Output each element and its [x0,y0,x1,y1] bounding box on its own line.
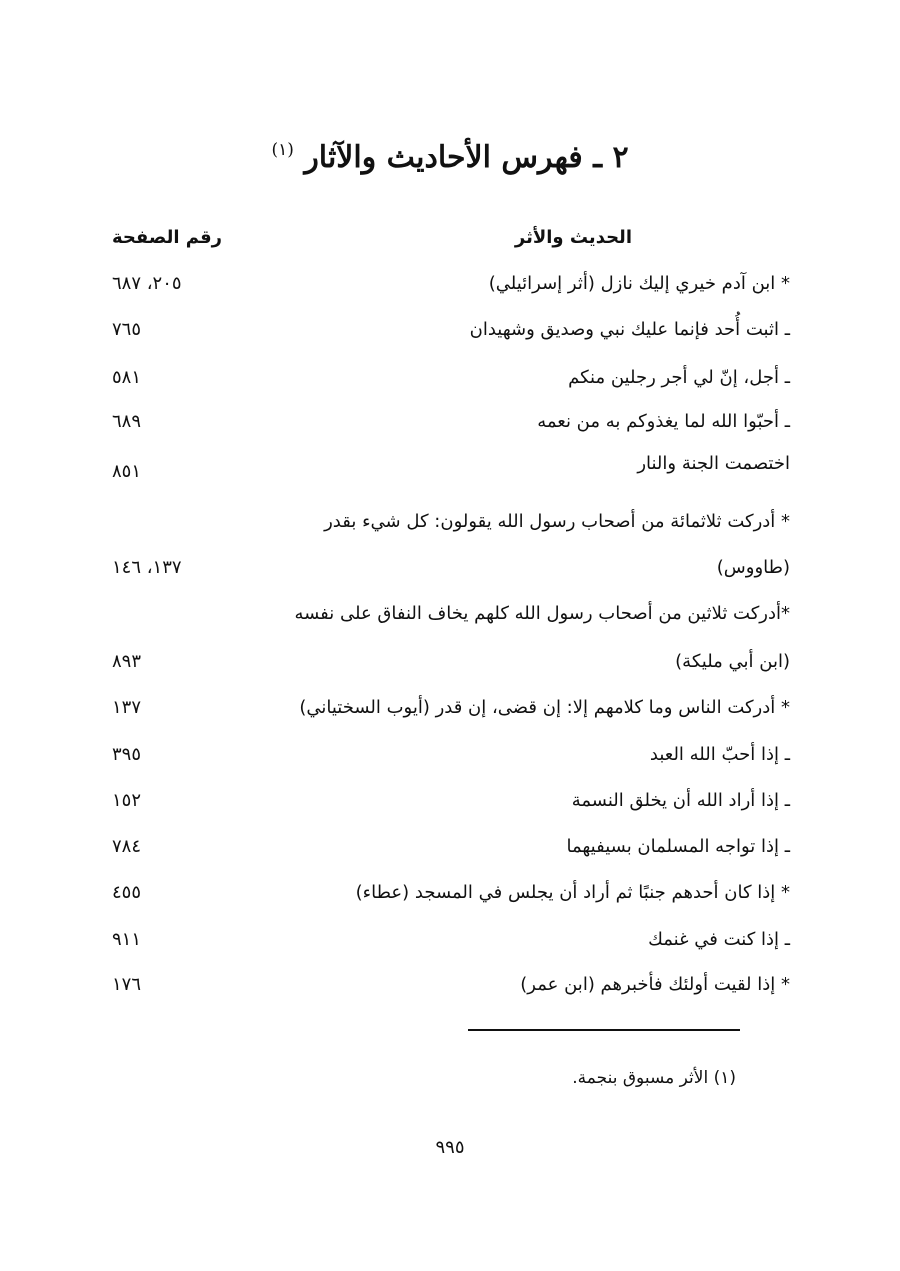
hadith-text: ـ إذا أراد الله أن يخلق النسمة [571,790,790,811]
page-ref: ٥٨١ [112,367,142,388]
title-text: ٢ ـ فهرس الأحاديث والآثار [304,140,629,175]
hadith-text: * ابن آدم خيري إليك نازل (أثر إسرائيلي) [488,273,790,294]
page-ref: ١٧٦ [112,974,142,995]
hadith-text: ـ أحبّوا الله لما يغذوكم به من نعمه [537,411,790,432]
page-ref: ٢٠٥، ٦٨٧ [112,273,182,294]
hadith-text: * إذا لقيت أولئك فأخبرهم (ابن عمر) [520,974,790,995]
hadith-text: ـ إذا تواجه المسلمان بسيفيهما [566,836,790,857]
hadith-text: *أدركت ثلاثين من أصحاب رسول الله كلهم يخاف النفاق على نفسه [294,603,790,624]
page-ref: ١٣٧ [112,697,142,718]
hadith-text: * إذا كان أحدهم جنبًا ثم أراد أن يجلس في المسجد (عطاء) [355,882,790,903]
hadith-text: (ابن أبي مليكة) [675,651,790,672]
hadith-text: اختصمت الجنة والنار [637,453,790,474]
page-ref: ٤٥٥ [112,882,142,903]
hadith-text: (طاووس) [716,557,790,578]
footnote-separator [468,1029,740,1031]
footnote: (١) الأثر مسبوق بنجمة. [572,1068,736,1088]
hadith-text: * أدركت ثلاثمائة من أصحاب رسول الله يقولون: كل شيء بقدر [324,511,790,532]
page-number: ٩٩٥ [435,1137,465,1158]
hadith-text: ـ أجل، إنّ لي أجر رجلين منكم [568,367,790,388]
page-ref: ١٥٢ [112,790,142,811]
hadith-text: ـ إذا كنت في غنمك [648,929,790,950]
page-ref: ٩١١ [112,929,142,950]
page-ref: ٨٩٣ [112,651,142,672]
title-footnote-ref: (١) [271,140,294,160]
hadith-text: ـ إذا أحبّ الله العبد [649,744,790,765]
page-title [0,128,900,180]
column-header-hadith: الحديث والأثر [514,227,632,248]
page-ref: ١٣٧، ١٤٦ [112,557,182,578]
page-ref: ٣٩٥ [112,744,142,765]
page-ref: ٨٥١ [112,461,142,482]
page-ref: ٧٨٤ [112,836,142,857]
hadith-text: ـ اثبت أُحد فإنما عليك نبي وصديق وشهيدان [469,319,790,340]
page-ref: ٧٦٥ [112,319,142,340]
hadith-text: * أدركت الناس وما كلامهم إلا: إن قضى، إن قدر (أيوب السختياني) [299,697,790,718]
column-header-page: رقم الصفحة [112,227,223,248]
page-ref: ٦٨٩ [112,411,142,432]
